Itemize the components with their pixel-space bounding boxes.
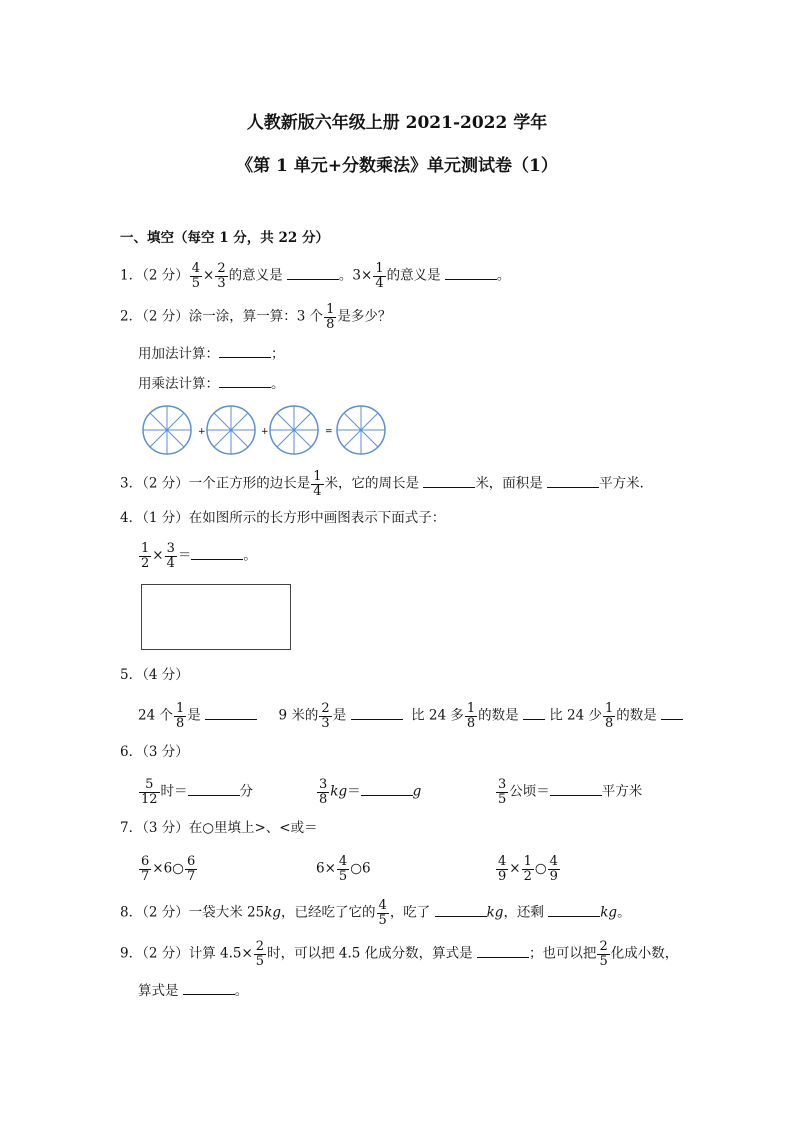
question-2: 2．（2 分）涂一涂，算一算：3 个 $\frac{1}{8}$ 是多少？ [120, 302, 392, 332]
question-5: 5．（4 分） [120, 667, 189, 683]
answer-blank[interactable] [219, 343, 271, 358]
question-4: 4．（1 分）在如图所示的长方形中画图表示下面式子： [120, 510, 446, 526]
answer-blank[interactable] [548, 902, 600, 917]
q7-item-a[interactable]: $\frac{6}{7}$ ×6○ $\frac{6}{7}$ [141, 854, 196, 884]
q5-items: 24 个 $\frac{1}{8}$ 是 9 米的 $\frac{2}{3}$ 是 比 24 多 $\frac{1}{8}$ 的数是 比 24 少 $\frac{1}{8}$ 的数是 [138, 702, 683, 730]
answer-blank[interactable] [191, 545, 243, 560]
fraction-circles-diagram [141, 404, 391, 456]
answer-blank[interactable] [183, 980, 235, 995]
circle-1[interactable] [143, 406, 191, 454]
q4-expression: $\frac{1}{2}$ × $\frac{3}{4}$ ＝ 。 [141, 541, 257, 571]
question-3: 3．（2 分）一个正方形的边长是 $\frac{1}{4}$ 米，它的周长是 米，面积是 平方米． [120, 469, 654, 499]
answer-blank[interactable] [188, 781, 240, 796]
q6-item-a: $\frac{5}{12}$ 时＝ 分 [141, 777, 254, 807]
answer-blank[interactable] [477, 943, 529, 958]
question-7: 7．（3 分）在○里填上>、<或＝ [120, 820, 318, 836]
circle-2[interactable] [207, 406, 255, 454]
q9-second-line: 算式是 。 [138, 980, 248, 1001]
q7-item-b[interactable]: 6× $\frac{4}{5}$ ○6 [316, 854, 371, 884]
answer-blank[interactable] [550, 781, 602, 796]
answer-blank[interactable] [423, 473, 475, 488]
q2-addition-line: 用加法计算： ； [138, 343, 285, 364]
exam-title-line1: 人教新版六年级上册 2021-2022 学年 [246, 113, 548, 133]
section-heading: 一、填空（每空 1 分，共 22 分） [120, 230, 329, 246]
answer-blank[interactable] [361, 781, 413, 796]
plus-sign-1: + [198, 427, 206, 437]
answer-blank[interactable] [661, 705, 683, 720]
q2-multiplication-line: 用乘法计算： 。 [138, 373, 285, 394]
circle-3[interactable] [270, 406, 318, 454]
answer-blank[interactable] [523, 705, 545, 720]
question-8: 8．（2 分）一袋大米 25kg，已经吃了它的 $\frac{4}{5}$ ，吃了 kg，还剩 kg。 [120, 898, 631, 928]
q6-item-c: $\frac{3}{5}$ 公顷＝ 平方米 [498, 777, 643, 807]
circle-result[interactable] [337, 406, 385, 454]
question-6: 6．（3 分） [120, 744, 189, 760]
plus-sign-2: + [261, 427, 269, 437]
answer-blank[interactable] [547, 473, 599, 488]
answer-blank[interactable] [445, 265, 497, 280]
q6-item-b: $\frac{3}{8}$ kg＝ g [319, 777, 422, 807]
q7-item-c[interactable]: $\frac{4}{9}$ × $\frac{1}{2}$ ○ $\frac{4}{9}$ [498, 854, 558, 884]
question-9: 9．（2 分）计算 4.5× $\frac{2}{5}$ 时，可以把 4.5 化成分数，算式是 ；也可以把 $\frac{2}{5}$ 化成小数， [120, 939, 679, 969]
answer-blank[interactable] [219, 373, 271, 388]
question-1: 1．（2 分） $\frac{4}{5}$ × $\frac{2}{3}$ 的意义是 。3× $\frac{1}{4}$ 的意义是 。 [120, 261, 511, 291]
answer-blank[interactable] [205, 705, 257, 720]
answer-blank[interactable] [351, 705, 403, 720]
drawing-rectangle[interactable] [141, 584, 291, 650]
answer-blank[interactable] [435, 902, 487, 917]
exam-title-line2: 《第 1 单元+分数乘法》单元测试卷（1） [236, 156, 558, 176]
answer-blank[interactable] [287, 265, 339, 280]
equals-sign: = [325, 427, 333, 437]
